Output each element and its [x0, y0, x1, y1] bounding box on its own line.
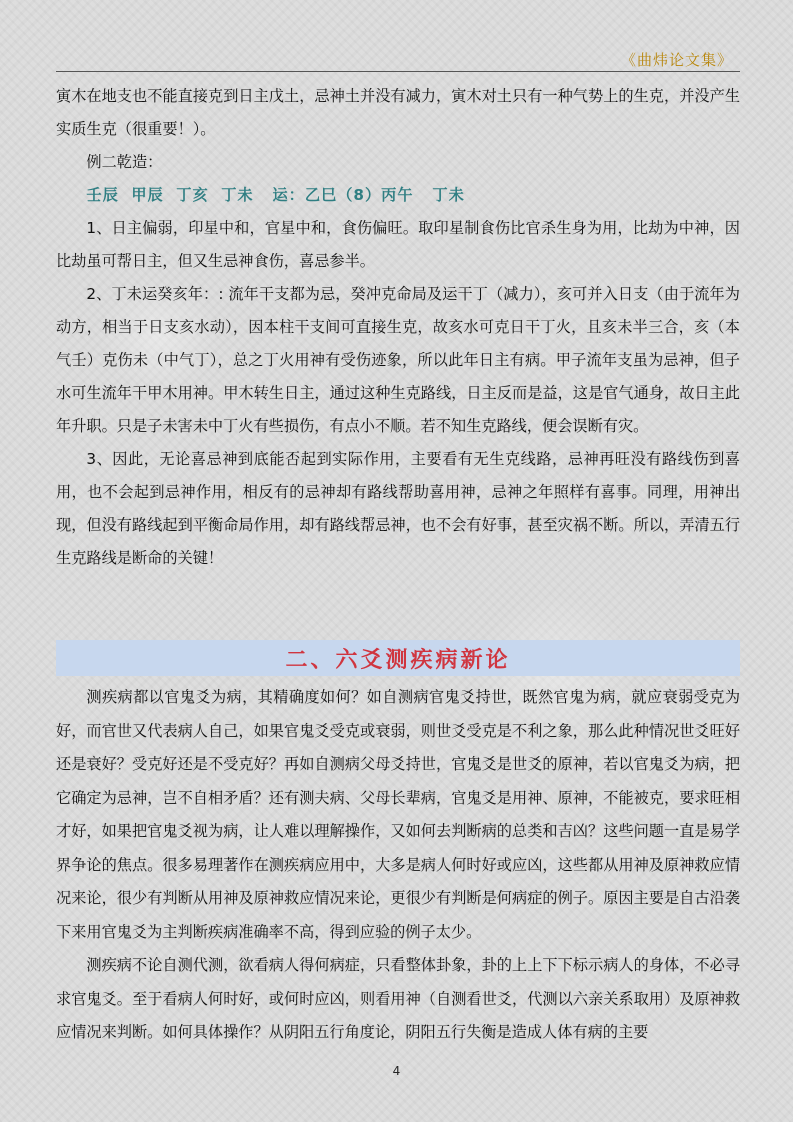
section-heading-bar: [56, 640, 740, 676]
bottom-text-block: [56, 681, 740, 1050]
header-divider: [56, 71, 740, 72]
paragraph-disease-2: 测疾病不论自测代测，欲看病人得何病症，只看整体卦象，卦的上上下下标示病人的身体，不必寻求官鬼爻。至于看病人何时好，或何时应凶，则看用神（自测看世爻，代测以六亲关系取用）及原神救应情况来判断。如何具体操作？从阴阳五行角度论，阴阳五行失衡是造成人体有病的主要: [56, 956, 740, 1041]
paragraph-point-1: 1、日主偏弱，印星中和，官星中和，食伤偏旺。取印星制食伤比官杀生身为用，比劫为中神，因比劫虽可帮日主，但又生忌神食伤，喜忌参半。: [56, 219, 740, 270]
paragraph-point-3: 3、因此，无论喜忌神到底能否起到实际作用，主要看有无生克线路，忌神再旺没有路线伤到喜用，也不会起到忌神作用，相反有的忌神却有路线帮助喜用神，忌神之年照样有喜事。同理，用神出现，但没有路线起到平衡命局作用，却有路线帮忌神，也不会有好事，甚至灾祸不断。所以，弄清五行生克路线是断命的关键！: [56, 450, 740, 567]
paragraph-disease-1: 测疾病都以官鬼爻为病，其精确度如何？如自测病官鬼爻持世，既然官鬼为病，就应衰弱受克为好，而官世又代表病人自己，如果官鬼爻受克或衰弱，则世爻受克是不利之象，那么此种情况世爻旺好还是衰好？受克好还是不受克好？再如自测病父母爻持世，官鬼爻是世爻的原神，若以官鬼爻为病，把它确定为忌神，岂不自相矛盾？还有测夫病、父母长辈病，官鬼爻是用神、原神，不能被克，要求旺相才好，如果把官鬼爻视为病，让人难以理解操作，又如何去判断病的总类和吉凶？这些问题一直是易学界争论的焦点。很多易理著作在测疾病应用中，大多是病人何时好或应凶，这些都从用神及原神救应情况来论，很少有判断从用神及原神救应情况来论，更很少有判断是何病症的例子。原因主要是自古沿袭下来用官鬼爻为主判断疾病准确率不高，得到应验的例子太少。: [56, 688, 740, 941]
top-text-block: [56, 80, 740, 575]
page-number: 4: [392, 1064, 401, 1078]
example-heading: 例二乾造：: [86, 153, 163, 171]
section-title: 二、六爻测疾病新论: [285, 647, 511, 673]
paragraph-point-2: 2、丁未运癸亥年：: 流年干支都为忌，癸冲克命局及运干丁（减力），亥可并入日支（由于流年为动方，相当于日支亥水动），因本柱干支间可直接生克，故亥水可克日干丁火，且亥未半三合，亥（本气壬）克伤未（中气丁），总之丁火用神有受伤迹象，所以此年日主有病。甲子流年支虽为忌神，但子水可生流年干甲木用神。甲木转生日主，通过这种生克路线，日主反而是益，这是官气通身，故日主此年升职。只是子未害未中丁火有些损伤，有点小不顺。若不知生克路线，便会误断有灾。: [56, 285, 740, 435]
bazi-chart-line: 壬辰 甲辰 丁亥 丁未 运：乙巳（8）丙午 丁未: [86, 186, 465, 204]
header-title: 《曲炜论文集》: [620, 51, 733, 69]
paragraph-continuation: 寅木在地支也不能直接克到日主戊土，忌神土并没有减力，寅木对土只有一种气势上的生克，并没产生实质生克（很重要！）。: [56, 87, 740, 138]
